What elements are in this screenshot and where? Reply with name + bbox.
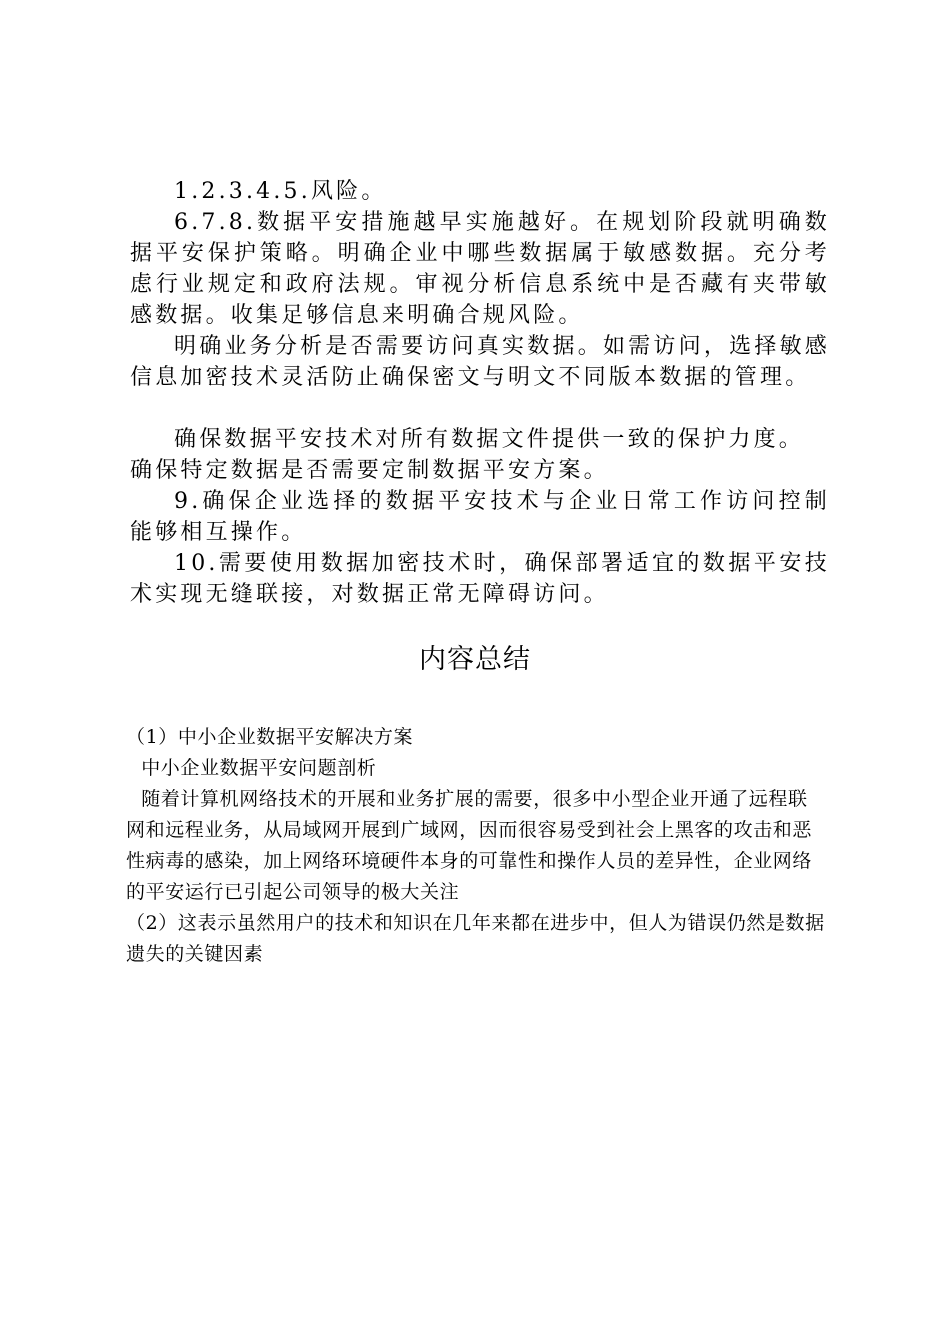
paragraph-access-control: 9.确保企业选择的数据平安技术与企业日常工作访问控制能够相互操作。 xyxy=(130,489,830,545)
paragraph-early-security-measures: 6.7.8.数据平安措施越早实施越好。在规划阶段就明确数据平安保护策略。明确企业中哪些数据属于敏感数据。充分考虑行业规定和政府法规。审视分析信息系统中是否藏有夹带敏感数据。收集足够信息来明确合规风险。 xyxy=(130,210,830,328)
paragraph-consistent-protection: 确保数据平安技术对所有数据文件提供一致的保护力度。 xyxy=(174,427,805,452)
summary-item2-body: （2）这表示虽然用户的技术和知识在几年来都在进步中，但人为错误仍然是数据遗失的关键因素 xyxy=(126,912,825,965)
paragraph-risk: 1.2.3.4.5.风险。 xyxy=(174,179,387,204)
paragraph-gap xyxy=(130,393,830,424)
summary-item1-title: （1）中小企业数据平安解决方案 xyxy=(126,726,414,748)
paragraph-custom-plan: 确保特定数据是否需要定制数据平安方案。 xyxy=(130,458,609,483)
summary-heading: 内容总结 xyxy=(419,644,531,675)
summary-item1-body: 随着计算机网络技术的开展和业务扩展的需要，很多中小型企业开通了远程联网和远程业务，从局域网开展到广域网，因而很容易受到社会上黑客的攻击和恶性病毒的感染，加上网络环境硬件本身的可靠性和操作人员的差异性，企业网络的平安运行已引起公司领导的极大关注 xyxy=(126,788,813,903)
paragraph-real-data-access: 明确业务分析是否需要访问真实数据。如需访问，选择敏感信息加密技术灵活防止确保密文与明文不同版本数据的管理。 xyxy=(130,334,830,390)
body-text-section xyxy=(130,176,830,610)
summary-section xyxy=(126,722,826,970)
summary-item1-subtitle: 中小企业数据平安问题剖析 xyxy=(141,757,377,779)
paragraph-encryption-deployment: 10.需要使用数据加密技术时，确保部署适宜的数据平安技术实现无缝联接，对数据正常无障碍访问。 xyxy=(130,551,830,607)
